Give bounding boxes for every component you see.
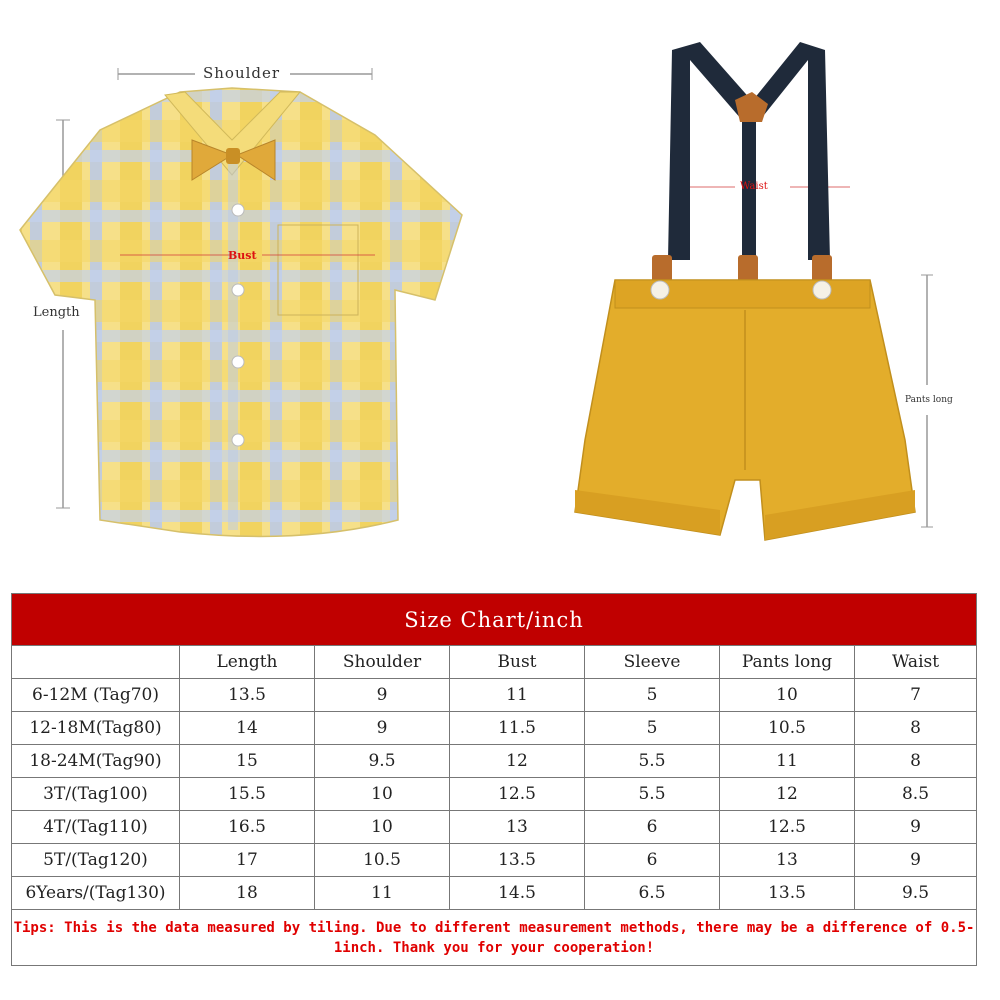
table-cell: 9 — [855, 844, 977, 877]
table-cell: 13 — [450, 811, 585, 844]
table-cell: 10 — [315, 811, 450, 844]
table-row — [12, 811, 977, 844]
table-cell: 15 — [180, 745, 315, 778]
table-cell: 12 — [720, 778, 855, 811]
length-label: Length — [33, 305, 80, 320]
table-cell: 11.5 — [450, 712, 585, 745]
size-cell: 12-18M(Tag80) — [12, 712, 180, 745]
column-header: Bust — [450, 646, 585, 679]
column-header — [12, 646, 180, 679]
table-cell: 16.5 — [180, 811, 315, 844]
table-cell: 14 — [180, 712, 315, 745]
table-cell: 10 — [720, 679, 855, 712]
shorts-image — [575, 280, 915, 540]
pants-long-label: Pants long — [905, 395, 953, 405]
table-cell: 12.5 — [450, 778, 585, 811]
table-cell: 12 — [450, 745, 585, 778]
table-row — [12, 679, 977, 712]
table-header-row — [12, 646, 977, 679]
table-cell: 10 — [315, 778, 450, 811]
table-cell: 5.5 — [585, 745, 720, 778]
table-cell: 11 — [315, 877, 450, 910]
table-row — [12, 778, 977, 811]
table-cell: 5 — [585, 712, 720, 745]
table-cell: 12.5 — [720, 811, 855, 844]
table-cell: 13.5 — [450, 844, 585, 877]
table-cell: 8 — [855, 745, 977, 778]
column-header: Length — [180, 646, 315, 679]
size-chart-table — [11, 593, 977, 966]
table-cell: 11 — [450, 679, 585, 712]
table-cell: 18 — [180, 877, 315, 910]
size-cell: 3T/(Tag100) — [12, 778, 180, 811]
table-cell: 9 — [315, 679, 450, 712]
table-cell: 8 — [855, 712, 977, 745]
size-cell: 4T/(Tag110) — [12, 811, 180, 844]
table-cell: 9 — [315, 712, 450, 745]
table-cell: 13.5 — [720, 877, 855, 910]
table-cell: 10.5 — [315, 844, 450, 877]
shirt-image — [20, 88, 462, 536]
table-cell: 6 — [585, 844, 720, 877]
table-row — [12, 712, 977, 745]
table-cell: 7 — [855, 679, 977, 712]
table-row — [12, 844, 977, 877]
table-row — [12, 745, 977, 778]
table-cell: 5.5 — [585, 778, 720, 811]
table-cell: 15.5 — [180, 778, 315, 811]
tips-note: Tips: This is the data measured by tiling. Due to different measurement methods, there may be a difference of 0.5-1inch. Thank you for your cooperation! — [12, 910, 977, 966]
column-header: Sleeve — [585, 646, 720, 679]
table-row — [12, 877, 977, 910]
size-cell: 5T/(Tag120) — [12, 844, 180, 877]
size-cell: 18-24M(Tag90) — [12, 745, 180, 778]
column-header: Waist — [855, 646, 977, 679]
table-cell: 10.5 — [720, 712, 855, 745]
column-header: Shoulder — [315, 646, 450, 679]
table-cell: 13.5 — [180, 679, 315, 712]
column-header: Pants long — [720, 646, 855, 679]
table-cell: 13 — [720, 844, 855, 877]
shoulder-label: Shoulder — [203, 64, 281, 82]
table-cell: 8.5 — [855, 778, 977, 811]
table-cell: 11 — [720, 745, 855, 778]
table-cell: 14.5 — [450, 877, 585, 910]
size-cell: 6-12M (Tag70) — [12, 679, 180, 712]
table-cell: 9 — [855, 811, 977, 844]
suspenders-image — [652, 42, 832, 290]
table-cell: 6 — [585, 811, 720, 844]
table-cell: 17 — [180, 844, 315, 877]
table-cell: 6.5 — [585, 877, 720, 910]
size-chart-title: Size Chart/inch — [12, 594, 977, 646]
table-cell: 9.5 — [315, 745, 450, 778]
size-cell: 6Years/(Tag130) — [12, 877, 180, 910]
bust-label: Bust — [228, 249, 257, 262]
waist-label: Waist — [740, 181, 768, 192]
table-cell: 5 — [585, 679, 720, 712]
table-cell: 9.5 — [855, 877, 977, 910]
